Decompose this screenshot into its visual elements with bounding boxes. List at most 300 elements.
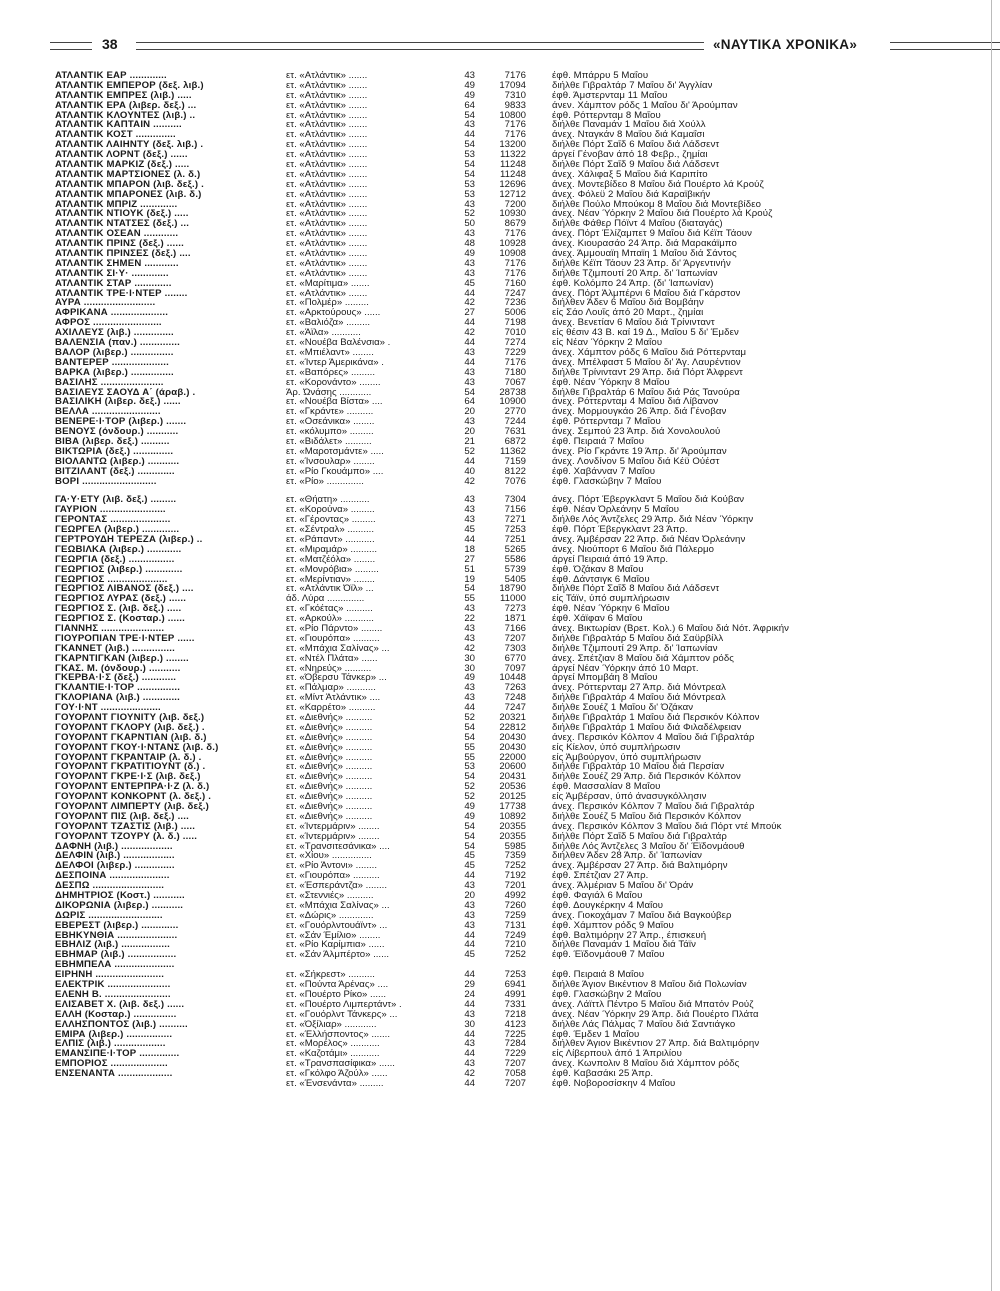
movement: έφθ. Μασσαλίαν 8 Μαΐου bbox=[552, 782, 661, 793]
movement: είς Άμβούργον, ύπό συμπλήρωσιν bbox=[552, 752, 702, 763]
movement: διήλθε Παναμάν 1 Μαΐου διά Χούλλ bbox=[552, 120, 706, 131]
ship-name: ΓΑΥΡΙΟΝ ....................... bbox=[55, 505, 166, 516]
table-row bbox=[55, 832, 975, 842]
built-year: 54 bbox=[464, 160, 475, 171]
ship-name: ΕΛΛΗΣΠΟΝΤΟΣ (λιβ.) .......... bbox=[55, 1019, 188, 1030]
ship-name: ΒΕΛΛΑ ........................ bbox=[55, 407, 161, 418]
movement: άνεχ. Μοντεβίδεο 8 Μαΐου διά Πουέρτο λά Κρούζ bbox=[552, 179, 764, 190]
owner: ετ. «Ατλάντικ» ....... bbox=[286, 160, 368, 171]
built-year: 44 bbox=[464, 940, 475, 951]
movement: είς Τάϊν, ύπό συμπλήρωσιν bbox=[552, 594, 670, 605]
owner: ετ. «Βαλιόζα» ......... bbox=[286, 318, 371, 329]
built-year: 27 bbox=[464, 554, 475, 565]
movement: έφθ. Ρόττερνταμ 7 Μαΐου bbox=[552, 417, 661, 428]
movement: έφθ. Άμστερνταμ 11 Μαΐου bbox=[552, 90, 668, 101]
movement: έφθ. Μπάρρυ 5 Μαΐου bbox=[552, 71, 649, 81]
owner: ετ. «Γουόρλντουάϊντ» ... bbox=[286, 920, 388, 931]
table-row bbox=[55, 703, 975, 713]
owner: ετ. «Έλλήσποντος» ....... bbox=[286, 1029, 390, 1040]
owner: ετ. «Τρανσιτεσάνικα» .... bbox=[286, 841, 390, 852]
movement: έφθ. Έμδεν 1 Μαΐου bbox=[552, 1029, 640, 1040]
owner: ετ. «Γκράντε» .......... bbox=[286, 407, 374, 418]
table-row bbox=[55, 308, 975, 318]
movement: διήλθε Τρίνινταντ 29 Άπρ. διά Πόρτ Άλφρεντ bbox=[552, 367, 743, 378]
table-row bbox=[55, 980, 975, 990]
tonnage: 9833 bbox=[504, 100, 526, 111]
built-year: 43 bbox=[464, 377, 475, 388]
built-year: 43 bbox=[464, 367, 475, 378]
owner: ετ. «Διεθνής» .......... bbox=[286, 752, 373, 763]
built-year: 64 bbox=[464, 100, 475, 111]
built-year: 44 bbox=[464, 130, 475, 141]
movement: διήλθε Γιβραλτάρ 1 Μαΐου διά Περσικόν Κόλπον bbox=[552, 713, 760, 723]
ship-name: ΓΕΡΤΡΟΥΔΗ ΤΕΡΕΖΑ (λιβερ.) .. bbox=[55, 534, 203, 545]
built-year: 43 bbox=[464, 120, 475, 131]
tonnage: 7198 bbox=[504, 318, 526, 329]
tonnage: 12696 bbox=[499, 179, 526, 190]
built-year: 54 bbox=[464, 831, 475, 842]
ship-name: ΒΙΒΑ (λιβερ. δεξ.) .......... bbox=[55, 436, 170, 447]
built-year: 40 bbox=[464, 466, 475, 477]
page-edge-line bbox=[991, 0, 992, 1291]
owner: ετ. «Ατλάντικ» ....... bbox=[286, 140, 368, 151]
tonnage: 7201 bbox=[504, 881, 526, 892]
ship-name: ΓΟΥΟΡΛΝΤ ΤΖΟΥΡΥ (λ. δ.) ..... bbox=[55, 831, 198, 842]
owner: ετ. «Ατλάντικ» ....... bbox=[286, 268, 368, 279]
ship-name: ΓΙΟΥΡΟΠΙΑΝ ΤΡΕ·Ι·ΝΤΕΡ ...... bbox=[55, 633, 195, 644]
movement: άργεί Πειραιά άπό 19 Άπρ. bbox=[552, 554, 669, 565]
tonnage: 7218 bbox=[504, 1009, 526, 1020]
movement: άνεχ. Σεμπού 23 Άπρ. διά Χονολουλού bbox=[552, 427, 721, 438]
tonnage: 7229 bbox=[504, 347, 526, 358]
tonnage: 20430 bbox=[499, 732, 526, 743]
owner: ετ. «Καζοτάμι» ........... bbox=[286, 1049, 380, 1060]
owner: ετ. «Σάν Άλμπέρτο» ...... bbox=[286, 950, 390, 961]
owner: ετ. «Γιουρόπα» .......... bbox=[286, 871, 380, 882]
table-row bbox=[55, 1079, 975, 1089]
movement: διήλθε Τζιμπουτί 29 Άπρ. δι' Ίαπωνίαν bbox=[552, 643, 718, 654]
built-year: 43 bbox=[464, 1009, 475, 1020]
owner: ετ. «Μερίντιαν» ........ bbox=[286, 574, 375, 585]
table-row bbox=[55, 477, 975, 487]
ship-name: ΔΗΜΗΤΡΙΟΣ (Κοστ.) ........... bbox=[55, 891, 185, 902]
ship-name: ΑΤΛΑΝΤΙΚ ΚΛΟΥΝΤΕΣ (λιβ.) .. bbox=[55, 110, 196, 121]
owner: ετ. «Στεννιές» .......... bbox=[286, 891, 374, 902]
movement: έφθ. Νέαν Ύόρκην 8 Μαΐου bbox=[552, 377, 670, 388]
table-row bbox=[55, 673, 975, 683]
ship-name: ΑΤΛΑΝΤΙΚ ΛΟΡΝΤ (δεξ.) ...... bbox=[55, 150, 188, 161]
owner: ετ. «Διεθνής» .......... bbox=[286, 732, 373, 743]
tonnage: 10900 bbox=[499, 397, 526, 408]
movement: άνεχ. Γιοκοχάμαν 7 Μαΐου διά Βαγκούβερ bbox=[552, 910, 732, 921]
tonnage: 7284 bbox=[504, 1039, 526, 1050]
ship-name: ΓΕΩΡΓΙΟΣ ΛΙΒΑΝΟΣ (δεξ.) .... bbox=[55, 584, 194, 595]
owner: ετ. «Μίντ Άτλάντικ» .... bbox=[286, 693, 381, 704]
table-row bbox=[55, 535, 975, 545]
tonnage: 22000 bbox=[499, 752, 526, 763]
tonnage: 4123 bbox=[504, 1019, 526, 1030]
owner: ετ. «κόλυμπο» ......... bbox=[286, 427, 374, 438]
tonnage: 7252 bbox=[504, 950, 526, 961]
movement: διήλθε Πόρτ Σαΐδ 6 Μαΐου διά Λάδσεντ bbox=[552, 140, 720, 151]
movement: άνεχ. Πόρτ Έλίζαμπετ 9 Μαΐου διά Κέϊπ Τάουν bbox=[552, 229, 753, 240]
movement: άνεχ. Κιουρασάο 24 Άπρ. διά Μαρακάϊμπο bbox=[552, 239, 737, 250]
tonnage: 20431 bbox=[499, 772, 526, 783]
owner: ετ. «Οσεάνικα» ........ bbox=[286, 417, 375, 428]
tonnage: 7251 bbox=[504, 534, 526, 545]
ship-name: ΕΒΗΚΥΝΘΙΑ ..................... bbox=[55, 930, 178, 941]
table-row bbox=[55, 417, 975, 427]
owner: ετ. «Ρίο Γκουάμπο» .... bbox=[286, 466, 384, 477]
ship-name: ΔΕΣΠΩ ......................... bbox=[55, 881, 165, 892]
table-row bbox=[55, 328, 975, 338]
ship-name: ΒΑΛΟΡ (λιβερ.) ............... bbox=[55, 347, 174, 358]
owner: ετ. «Πουέρτο Λιμπερτάντ» . bbox=[286, 999, 402, 1010]
table-row bbox=[55, 111, 975, 121]
ship-name: ΕΜΙΡΑ (λιβερ.) ................ bbox=[55, 1029, 173, 1040]
movement: είς Σάο Λουΐς άπό 20 Μαρτ., ζημίαι bbox=[552, 308, 704, 319]
table-row bbox=[55, 249, 975, 259]
owner: ετ. «Γέροντας» ......... bbox=[286, 515, 376, 526]
built-year: 44 bbox=[464, 703, 475, 714]
owner: Άρ. Ώνάσης ............ bbox=[286, 387, 372, 398]
ship-name: ΓΕΩΒΙΛΚΑ (λιβερ.) ............ bbox=[55, 544, 182, 555]
ship-name: ΑΤΛΑΝΤΙΚ ΣΙ·Υ· ............. bbox=[55, 268, 169, 279]
tonnage: 4991 bbox=[504, 989, 526, 1000]
ship-name: ΓΙΑΝΝΗΣ ...................... bbox=[55, 623, 165, 634]
table-row bbox=[55, 200, 975, 210]
movement: έφθ. Ρόττερνταμ 8 Μαΐου bbox=[552, 110, 661, 121]
table-row bbox=[55, 624, 975, 634]
built-year: 52 bbox=[464, 782, 475, 793]
built-year: 43 bbox=[464, 505, 475, 516]
table-row bbox=[55, 407, 975, 417]
owner: ετ. «Διεθνής» .......... bbox=[286, 792, 373, 803]
table-row bbox=[55, 594, 975, 604]
built-year: 52 bbox=[464, 209, 475, 220]
tonnage: 8122 bbox=[504, 466, 526, 477]
movement: άνεχ. Σπέτζιαν 8 Μαΐου διά Χάμπτον ρόδς bbox=[552, 653, 735, 664]
built-year: 44 bbox=[464, 999, 475, 1010]
ship-name: ΒΑΛΕΝΣΙΑ (παν.) .............. bbox=[55, 338, 180, 349]
owner: ετ. «Διεθνής» .......... bbox=[286, 713, 373, 723]
movement: έφθ. Νέαν Όρλεάνην 5 Μαΐου bbox=[552, 505, 680, 516]
built-year: 43 bbox=[464, 881, 475, 892]
owner: ετ. «Διεθνής» .......... bbox=[286, 811, 373, 822]
ship-name: ΑΤΛΑΝΤΙΚ ΕΜΠΕΡΟΡ (δεξ. λιβ.) bbox=[55, 80, 204, 91]
ship-name: ΕΛΕΚΤΡΙΚ ...................... bbox=[55, 980, 171, 991]
owner: ετ. «Πολμέρ» ......... bbox=[286, 298, 369, 309]
table-row bbox=[55, 348, 975, 358]
ship-name: ΓΟΥΟΡΛΝΤ ΓΚΡΕ·Ι·Σ (λιβ. δεξ.) bbox=[55, 772, 201, 783]
built-year: 44 bbox=[464, 1029, 475, 1040]
tonnage: 7176 bbox=[504, 357, 526, 368]
tonnage: 7304 bbox=[504, 495, 526, 506]
built-year: 20 bbox=[464, 407, 475, 418]
header-rule-middle bbox=[136, 42, 704, 50]
section-gap bbox=[55, 486, 975, 495]
table-row bbox=[55, 140, 975, 150]
built-year: 42 bbox=[464, 1069, 475, 1080]
owner: ετ. «Σάν Έμίλιο» ........ bbox=[286, 930, 381, 941]
owner: ετ. «Ρίο Καρίμπια» ...... bbox=[286, 940, 385, 951]
owner: ετ. «Κορονάντο» ........ bbox=[286, 377, 381, 388]
movement: είς Άμβέρσαν, ύπό άνασυγκόλλησιν bbox=[552, 792, 707, 803]
table-row bbox=[55, 614, 975, 624]
owner: ετ. «Έσπεράντζα» ........ bbox=[286, 881, 387, 892]
owner: ετ. «Ατλάντικ» ....... bbox=[286, 229, 368, 240]
built-year: 51 bbox=[464, 564, 475, 575]
ship-name: ΔΕΣΠΟΙΝΑ ..................... bbox=[55, 871, 170, 882]
table-row bbox=[55, 269, 975, 279]
tonnage: 11248 bbox=[500, 160, 526, 171]
movement: διήλθε Παναμάν 1 Μαΐου διά Τάϊν bbox=[552, 940, 697, 951]
movement: άνεχ. Ρίο Γκράντε 19 Άπρ. δι' Άρούμπαν bbox=[552, 446, 727, 457]
built-year: 43 bbox=[464, 199, 475, 210]
movement: έφθ. Όζάκαν 8 Μαΐου bbox=[552, 564, 644, 575]
tonnage: 7247 bbox=[504, 288, 526, 299]
table-row bbox=[55, 950, 975, 960]
table-row bbox=[55, 388, 975, 398]
tonnage: 7076 bbox=[504, 476, 526, 487]
ship-name: ΓΟΥΟΡΛΝΤ ΓΚΡΑΤΙΤΙΟΥΝΤ (δ.) . bbox=[55, 762, 206, 773]
built-year: 43 bbox=[464, 347, 475, 358]
table-row bbox=[55, 495, 975, 505]
tonnage: 7058 bbox=[504, 1069, 526, 1080]
owner: ετ. «Ατλάντικ» ....... bbox=[286, 219, 368, 230]
built-year: 43 bbox=[464, 900, 475, 911]
tonnage: 4992 bbox=[504, 891, 526, 902]
ship-name: ΓΟΥΟΡΛΝΤ ΠΙΣ (λιβ. δεξ.) .... bbox=[55, 811, 190, 822]
table-row bbox=[55, 1000, 975, 1010]
movement: διήλθε Λάς Πάλμας 7 Μαΐου διά Σαντιάγκο bbox=[552, 1019, 736, 1030]
movement: έφθ. Δουγκέρκην 4 Μαΐου bbox=[552, 900, 664, 911]
movement: έφθ. Έϊδονμάουθ 7 Μαΐου bbox=[552, 950, 665, 961]
owner: ετ. «Ατλάντικ» ....... bbox=[286, 100, 368, 111]
table-row bbox=[55, 130, 975, 140]
table-row bbox=[55, 881, 975, 891]
ship-name: ΓΟΥΟΡΛΝΤ ΛΙΜΠΕΡΤΥ (λιβ. δεξ.) bbox=[55, 802, 210, 813]
table-row bbox=[55, 733, 975, 743]
movement: άνεχ. Βενετίαν 6 Μαΐου διά Τρίνινταντ bbox=[552, 318, 715, 329]
tonnage: 5265 bbox=[504, 544, 526, 555]
table-row bbox=[55, 229, 975, 239]
built-year: 44 bbox=[464, 456, 475, 467]
ship-name: ΓΟΥΟΡΛΝΤ ΓΚΟΥ·Ι·ΝΤΑΝΣ (λιβ. δ.) bbox=[55, 742, 219, 753]
built-year: 42 bbox=[464, 643, 475, 654]
movement: έφθ. Δάντσιγκ 6 Μαΐου bbox=[552, 574, 650, 585]
movement: άργεί Νέαν Ύόρκην άπό 10 Μαρτ. bbox=[552, 663, 699, 674]
movement: διήλθε Κέϊπ Τάουν 23 Άπρ. δι' Άργεντινήν bbox=[552, 258, 731, 269]
table-row bbox=[55, 782, 975, 792]
ship-name: ΓΟΥΟΡΛΝΤ ΓΙΟΥΝΙΤΥ (λιβ. δεξ.) bbox=[55, 713, 205, 723]
movement: διήλθε Γιβραλτάρ 4 Μαΐου διά Μόντρεαλ bbox=[552, 693, 726, 704]
table-row bbox=[55, 802, 975, 812]
tonnage: 7236 bbox=[504, 298, 526, 309]
built-year: 54 bbox=[464, 584, 475, 595]
owner: ετ. «Διεθνής» .......... bbox=[286, 762, 373, 773]
ship-name: ΓΕΩΡΓΙΟΣ Σ. (Κοσταρ.) ...... bbox=[55, 614, 185, 625]
table-row bbox=[55, 911, 975, 921]
tonnage: 7176 bbox=[504, 120, 526, 131]
owner: ετ. «Ίντερμάριν» ........ bbox=[286, 831, 380, 842]
owner: ετ. «Ατλάντικ» ....... bbox=[286, 239, 368, 250]
table-row bbox=[55, 1069, 975, 1079]
built-year: 52 bbox=[464, 792, 475, 803]
tonnage: 8679 bbox=[504, 219, 526, 230]
table-row bbox=[55, 71, 975, 81]
built-year: 55 bbox=[464, 752, 475, 763]
ship-name: ΑΤΛΑΝΤΙΚ ΕΜΠΡΕΣ (λιβ.) ..... bbox=[55, 90, 192, 101]
tonnage: 5985 bbox=[504, 841, 526, 852]
built-year: 44 bbox=[464, 534, 475, 545]
owner: ετ. «Γουόρλντ Τάνκερς» ... bbox=[286, 1009, 398, 1020]
tonnage: 10448 bbox=[499, 673, 526, 684]
page-header bbox=[50, 38, 975, 54]
built-year: 48 bbox=[464, 239, 475, 250]
movement: άνεν. Χάμπτον ρόδς 1 Μαΐου δι' Άρούμπαν bbox=[552, 100, 738, 111]
built-year: 44 bbox=[464, 930, 475, 941]
table-row bbox=[55, 644, 975, 654]
movement: άνεχ. Περσικόν Κόλπον 7 Μαΐου διά Γιβραλτάρ bbox=[552, 802, 755, 813]
owner: ετ. «Ατλάντικ» ....... bbox=[286, 80, 368, 91]
built-year: 45 bbox=[464, 525, 475, 536]
owner: ετ. «Διεθνής» .......... bbox=[286, 782, 373, 793]
table-row bbox=[55, 91, 975, 101]
tonnage: 2770 bbox=[504, 407, 526, 418]
owner: ετ. «Ατλάντικ» ....... bbox=[286, 249, 368, 260]
ship-name: ΓΟΥ·Ι·ΝΤ ..................... bbox=[55, 703, 161, 714]
table-row bbox=[55, 515, 975, 525]
movement: άνεχ. Λονδίνον 5 Μαΐου διά Κέϋ Ούέστ bbox=[552, 456, 720, 467]
table-row bbox=[55, 289, 975, 299]
ship-name: ΑΤΛΑΝΤΙΚ ΝΤΙΟΥΚ (δεξ.) ..... bbox=[55, 209, 189, 220]
ship-name: ΓΕΩΡΓΙΟΣ (λιβερ.) ............. bbox=[55, 564, 183, 575]
movement: διήλθε Πόρτ Σαΐδ 9 Μαΐου διά Λάδσεντ bbox=[552, 160, 720, 171]
tonnage: 7260 bbox=[504, 900, 526, 911]
table-row bbox=[55, 901, 975, 911]
tonnage: 20125 bbox=[499, 792, 526, 803]
movement: είς θέσιν 43 Β. καί 19 Δ., Μαΐου 5 δι' Έμδεν bbox=[552, 328, 739, 339]
built-year: 43 bbox=[464, 515, 475, 526]
owner: ετ. «Τρανσπασίφικα» ...... bbox=[286, 1059, 395, 1070]
journal-title: «ΝΑΥΤΙΚΑ ΧΡΟΝΙΚΑ» bbox=[713, 37, 858, 52]
owner: ετ. «Σήκρεστ» .......... bbox=[286, 970, 375, 981]
ship-name: ΒΑΣΙΛΕΥΣ ΣΑΟΥΔ Α΄ (άραβ.) . bbox=[55, 387, 196, 398]
ship-name: ΓΚΛΑΝΤΙΕ·Ι·ΤΟΡ ............... bbox=[55, 683, 181, 694]
ship-name: ΓΕΡΟΝΤΑΣ ..................... bbox=[55, 515, 171, 526]
owner: ετ. «Ατλάντικ» ....... bbox=[286, 258, 368, 269]
built-year: 44 bbox=[464, 970, 475, 981]
ship-name: ΑΥΡΑ ......................... bbox=[55, 298, 156, 309]
table-row bbox=[55, 397, 975, 407]
tonnage: 20536 bbox=[499, 782, 526, 793]
movement: άνεχ. Περσικόν Κόλπον 4 Μαΐου διά Γιβραλτάρ bbox=[552, 732, 755, 743]
ship-name: ΒΙΤΖΙΛΑΝΤ (δεξ.) ............. bbox=[55, 466, 175, 477]
ship-name: ΕΒΗΛΙΖ (λιβ.) ................. bbox=[55, 940, 170, 951]
ship-name: ΑΤΛΑΝΤΙΚ ΚΟΣΤ .............. bbox=[55, 130, 176, 141]
ship-name: ΑΤΛΑΝΤΙΚ ΜΠΡΙΖ ............. bbox=[55, 199, 178, 210]
owner: ετ. «Πάλμαρ» ........... bbox=[286, 683, 376, 694]
movement: διήλθε Γιβραλτάρ 5 Μαΐου διά Σαϋρβίλλ bbox=[552, 633, 724, 644]
owner: ετ. «Μαροτσμάντε» ..... bbox=[286, 446, 384, 457]
table-row bbox=[55, 219, 975, 229]
tonnage: 6770 bbox=[504, 653, 526, 664]
built-year: 54 bbox=[464, 821, 475, 832]
owner: ετ. «Όβερσυ Τάνκερ» ... bbox=[286, 673, 387, 684]
built-year: 43 bbox=[464, 495, 475, 506]
owner: ετ. «Θήατη» ........... bbox=[286, 495, 370, 506]
table-row bbox=[55, 940, 975, 950]
movement: είς Λίβερπουλ άπό 1 Άπριλίου bbox=[552, 1049, 682, 1060]
movement: άνεχ. Μπέλφαστ 5 Μαΐου δι' Άγ. Λαυρέντιον bbox=[552, 357, 741, 368]
built-year: 49 bbox=[464, 249, 475, 260]
built-year: 44 bbox=[464, 288, 475, 299]
movement: άνεχ. Φόλεϋ 2 Μαΐου διά Καραϊβικήν bbox=[552, 189, 711, 200]
tonnage: 20600 bbox=[499, 762, 526, 773]
built-year: 30 bbox=[464, 1019, 475, 1030]
built-year: 42 bbox=[464, 328, 475, 339]
ship-name: ΓΚΑΝΝΕΤ (λιβ.) ............... bbox=[55, 643, 175, 654]
built-year: 42 bbox=[464, 298, 475, 309]
table-row bbox=[55, 960, 975, 970]
table-row bbox=[55, 1039, 975, 1049]
table-row bbox=[55, 545, 975, 555]
built-year: 18 bbox=[464, 544, 475, 555]
tonnage: 11322 bbox=[500, 150, 526, 161]
table-row bbox=[55, 1030, 975, 1040]
ship-name: ΓΕΩΡΓΕΛ (λιβερ.) ............. bbox=[55, 525, 180, 536]
table-row bbox=[55, 209, 975, 219]
movement: διήλθεν Άδεν 28 Άπρ. δι' Ίαπωνίαν bbox=[552, 851, 702, 862]
owner: ετ. «Διεθνής» .......... bbox=[286, 772, 373, 783]
tonnage: 18790 bbox=[499, 584, 526, 595]
table-row bbox=[55, 368, 975, 378]
built-year: 45 bbox=[464, 950, 475, 961]
table-row bbox=[55, 575, 975, 585]
tonnage: 5405 bbox=[504, 574, 526, 585]
ship-name: ΑΤΛΑΝΤΙΚ ΛΑΙΗΝΤΥ (δεξ. λιβ.) . bbox=[55, 140, 204, 151]
table-row bbox=[55, 812, 975, 822]
table-row bbox=[55, 338, 975, 348]
tonnage: 13200 bbox=[499, 140, 526, 151]
built-year: 44 bbox=[464, 1049, 475, 1060]
ship-name: ΓΚΕΡΒΑ·Ι·Σ (δεξ.) ............ bbox=[55, 673, 177, 684]
tonnage: 11000 bbox=[500, 594, 526, 605]
owner: ετ. «Αρκτούρους» ...... bbox=[286, 308, 381, 319]
tonnage: 7207 bbox=[504, 633, 526, 644]
movement: έφθ. Κολόμπο 24 Άπρ. (δι' Ίαπωνίαν) bbox=[552, 278, 714, 289]
table-row bbox=[55, 891, 975, 901]
table-row bbox=[55, 654, 975, 664]
movement: άνεχ. Χάμπτον ρόδς 6 Μαΐου διά Ρόττερνταμ bbox=[552, 347, 747, 358]
tonnage: 7176 bbox=[504, 130, 526, 141]
movement: διήλθε Τζιμπουτί 20 Άπρ. δι' Ίαπωνίαν bbox=[552, 268, 718, 279]
ship-name: ΕΒΗΜΑΡ (λιβ.) ................. bbox=[55, 950, 177, 961]
built-year: 44 bbox=[464, 338, 475, 349]
owner: ετ. «Άϊλα» ........... bbox=[286, 328, 361, 339]
movement: διήλθε Πόρτ Σαΐδ 5 Μαΐου διά Γιβραλτάρ bbox=[552, 831, 727, 842]
ship-name: ΑΤΛΑΝΤΙΚ ΠΡΙΝΣ (δεξ.) ...... bbox=[55, 239, 184, 250]
owner: ετ. «Χίου» ............... bbox=[286, 851, 372, 862]
ship-movements-table bbox=[55, 71, 975, 1089]
movement: άνεχ. Πόρτ Άλμπέρνι 6 Μαΐου διά Γκάρστον bbox=[552, 288, 741, 299]
movement: έφθ. Χαβάνναν 7 Μαΐου bbox=[552, 466, 656, 477]
built-year: 43 bbox=[464, 229, 475, 240]
built-year: 54 bbox=[464, 110, 475, 121]
built-year: 53 bbox=[464, 150, 475, 161]
movement: έφθ. Γλασκώβην 7 Μαΐου bbox=[552, 476, 662, 487]
